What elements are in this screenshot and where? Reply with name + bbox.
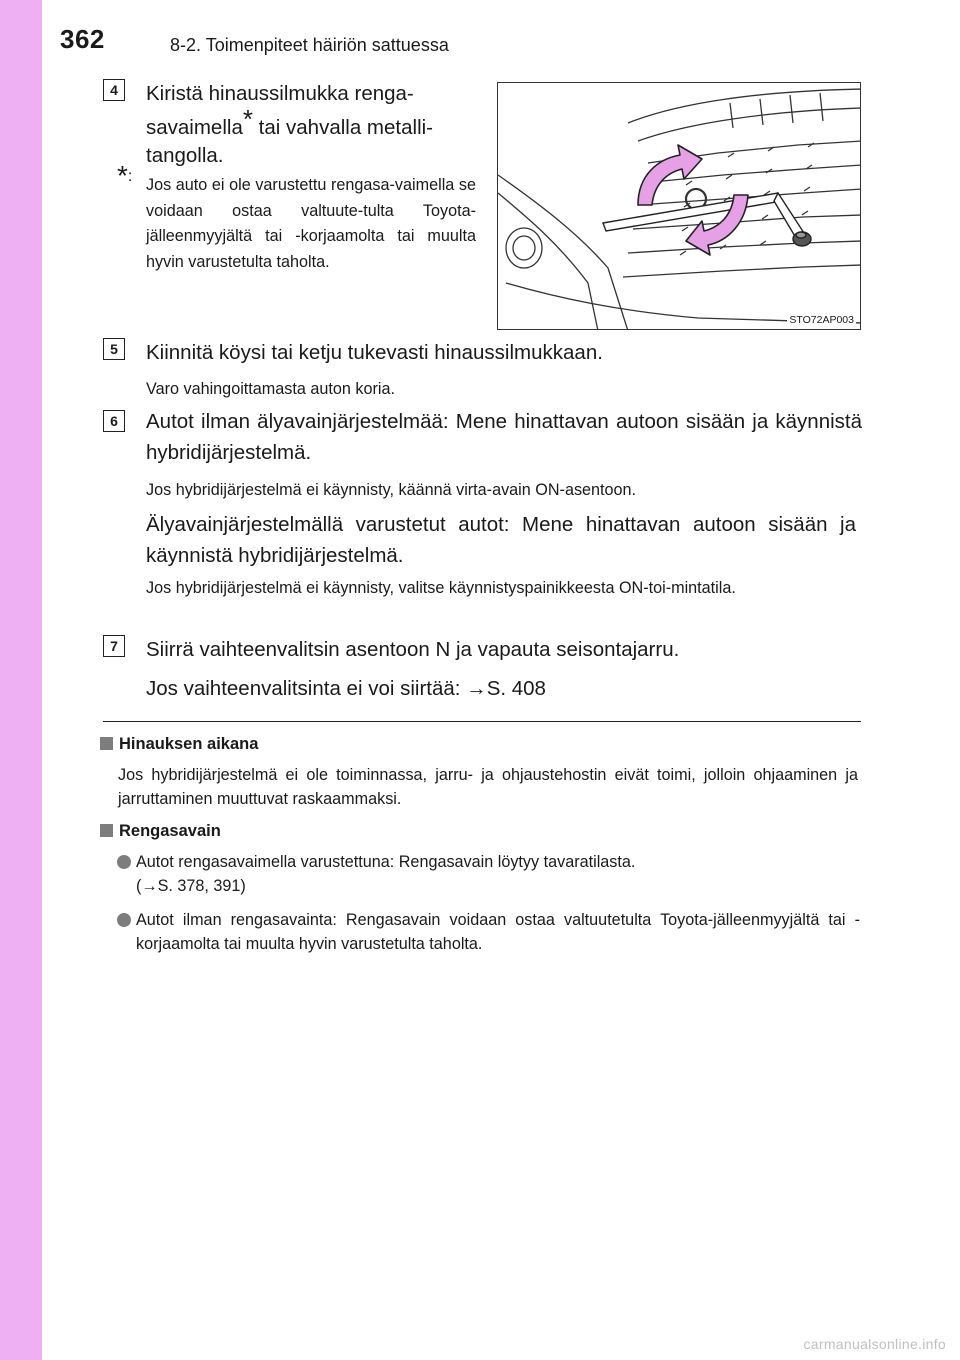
step-7-text: Siirrä vaihteenvalitsin asentoon N ja vapauta seisontajarru.: [146, 638, 680, 661]
page-number: 362: [60, 24, 105, 54]
step-5-badge: 5: [103, 338, 125, 360]
page-reference-link[interactable]: S. 378, 391): [157, 877, 246, 895]
step-4-footnote: Jos auto ei ole varustettu rengasa-vaimella se voidaan ostaa valtuute-tulta Toyota-jälleenmyyjältä tai -korjaamolta tai muulta hyvin varustetulta taholta.: [146, 176, 476, 271]
square-bullet-icon: [100, 737, 113, 750]
round-bullet-icon: [117, 913, 131, 932]
figure-code: STO72AP003: [789, 314, 854, 326]
footnote-mark-star: *: [117, 160, 128, 191]
step-4-text-post: tai vahvalla metalli-: [252, 116, 433, 139]
step-4-badge: 4: [103, 79, 125, 101]
step-6-text-2: Älyavainjärjestelmällä varustetut autot: Mene hinattavan autoon sisään ja käynnistä hybridijärjestelmä.: [146, 513, 856, 567]
footnote-mark-colon: :: [127, 168, 133, 185]
note-body-hinauksen: Jos hybridijärjestelmä ei ole toiminnassa, jarru- ja ohjaustehostin eivät toimi, jolloin ohjaaminen ja jarruttaminen muuttuvat raskaammaksi.: [118, 766, 858, 808]
step-5-text: Kiinnitä köysi tai ketju tukevasti hinaussilmukkaan.: [146, 341, 603, 364]
step-7-subtext: [146, 673, 862, 704]
step-4-text-pre: savaimella: [146, 116, 243, 139]
note-heading-hinauksen: [100, 735, 258, 754]
note-bullet-1-line-1: Autot rengasavaimella varustettuna: Rengasavain löytyy tavaratilasta.: [136, 853, 636, 871]
step-7-badge: 7: [103, 635, 125, 657]
step-6-subtext-2: Jos hybridijärjestelmä ei käynnisty, valitse käynnistyspainikkeesta ON-toi-mintatila.: [146, 579, 736, 597]
step-4-text-line-3: tangolla.: [146, 144, 224, 167]
note-heading-label: Rengasavain: [119, 822, 221, 840]
divider: [103, 721, 861, 722]
chapter-sidebar: [0, 0, 42, 1360]
watermark: carmanualsonline.info: [803, 1336, 946, 1352]
open-paren: (: [136, 877, 142, 895]
square-bullet-icon: [100, 824, 113, 837]
footnote-mark: [117, 160, 133, 193]
note-heading-rengasavain: [100, 822, 221, 841]
footnote-star: *: [242, 104, 253, 134]
step-6-badge: 6: [103, 410, 125, 432]
step-4-text-line-2: [146, 104, 476, 143]
note-bullet-1: [136, 850, 860, 898]
round-bullet-icon: [117, 855, 131, 874]
page-reference-link[interactable]: S. 408: [486, 677, 546, 700]
step-6-subtext-1: Jos hybridijärjestelmä ei käynnisty, käännä virta-avain ON-asentoon.: [146, 481, 637, 499]
right-arrow-icon: →: [466, 677, 487, 700]
right-arrow-icon: →: [141, 877, 158, 895]
section-title: 8-2. Toimenpiteet häiriön sattuessa: [170, 35, 449, 55]
towing-eye-drawing: [498, 83, 861, 330]
step-6-text: Autot ilman älyavainjärjestelmää: Mene hinattavan autoon sisään ja käynnistä hybridijärjestelmä.: [146, 410, 862, 464]
note-bullet-1-line-2: [136, 874, 860, 898]
towing-eye-illustration: [497, 82, 861, 330]
step-7-subtext-pre: Jos vaihteenvalitsinta ei voi siirtää:: [146, 677, 467, 700]
note-heading-label: Hinauksen aikana: [119, 735, 259, 753]
step-4-text-line-1: Kiristä hinaussilmukka renga-: [146, 82, 414, 105]
step-5-subtext: Varo vahingoittamasta auton koria.: [146, 380, 395, 398]
note-bullet-2: Autot ilman rengasavainta: Rengasavain voidaan ostaa valtuutetulta Toyota-jälleenmyyjältä tai -korjaamolta tai muulta hyvin varustetulta taholta.: [136, 911, 860, 953]
